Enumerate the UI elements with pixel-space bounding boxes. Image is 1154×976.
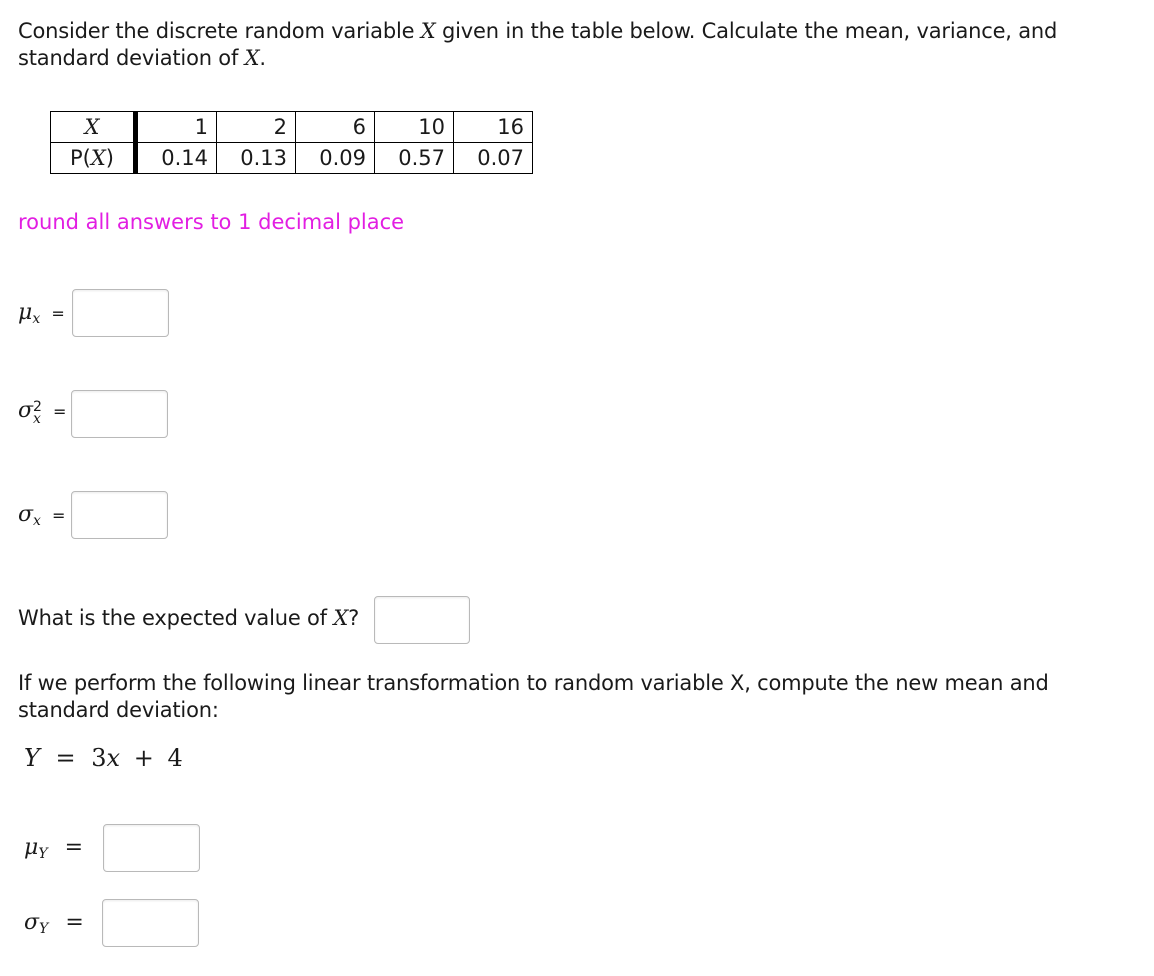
question-line1-start: Consider the discrete random variable xyxy=(18,19,421,43)
table-cell-p: 0.09 xyxy=(296,143,375,174)
transform-equation: Y = 3x + 4 xyxy=(24,744,183,772)
table-cell-x: 6 xyxy=(296,112,375,143)
mu-x-input[interactable] xyxy=(72,289,169,337)
question-line2-end: . xyxy=(259,46,266,70)
var-x-label: σ 2 x = xyxy=(18,398,67,427)
question-line2-var: X xyxy=(244,46,260,70)
mu-y-label: $\mu_Y$ = xyxy=(24,835,84,863)
sd-x-input[interactable] xyxy=(71,491,168,539)
question-line2: standard deviation of xyxy=(18,46,245,70)
expected-value-input[interactable] xyxy=(374,596,470,644)
question-line1-end: given in the table below. Calculate the mean, variance, and xyxy=(435,19,1058,43)
transform-text xyxy=(18,670,1049,724)
table-cell-x: 16 xyxy=(454,112,533,143)
table-header-p: P(X) xyxy=(51,143,136,174)
var-x-input[interactable] xyxy=(71,390,168,438)
mu-y-input[interactable] xyxy=(103,824,200,872)
table-cell-p: 0.07 xyxy=(454,143,533,174)
sd-x-label: $\sigma_x$ = xyxy=(18,502,66,530)
table-cell-p: 0.13 xyxy=(217,143,296,174)
expected-value-question: What is the expected value of X? xyxy=(18,606,360,630)
question-text xyxy=(18,18,1057,72)
rounding-hint: round all answers to 1 decimal place xyxy=(18,210,405,234)
sd-y-label: $\sigma_Y$ = xyxy=(24,910,84,938)
distribution-table xyxy=(50,111,533,174)
table-cell-p: 0.57 xyxy=(375,143,454,174)
table-row-x xyxy=(51,112,533,143)
mu-x-label: $\mu_x$ = xyxy=(18,300,65,328)
question-var: X xyxy=(420,19,436,43)
table-cell-x: 1 xyxy=(136,112,217,143)
table-cell-x: 10 xyxy=(375,112,454,143)
table-row-p xyxy=(51,143,533,174)
transform-line1: If we perform the following linear transformation to random variable X, compute the new mean and xyxy=(18,671,1049,695)
table-cell-p: 0.14 xyxy=(136,143,217,174)
table-header-x: X xyxy=(51,112,136,143)
table-cell-x: 2 xyxy=(217,112,296,143)
transform-line2: standard deviation: xyxy=(18,698,219,722)
sd-y-input[interactable] xyxy=(102,899,199,947)
